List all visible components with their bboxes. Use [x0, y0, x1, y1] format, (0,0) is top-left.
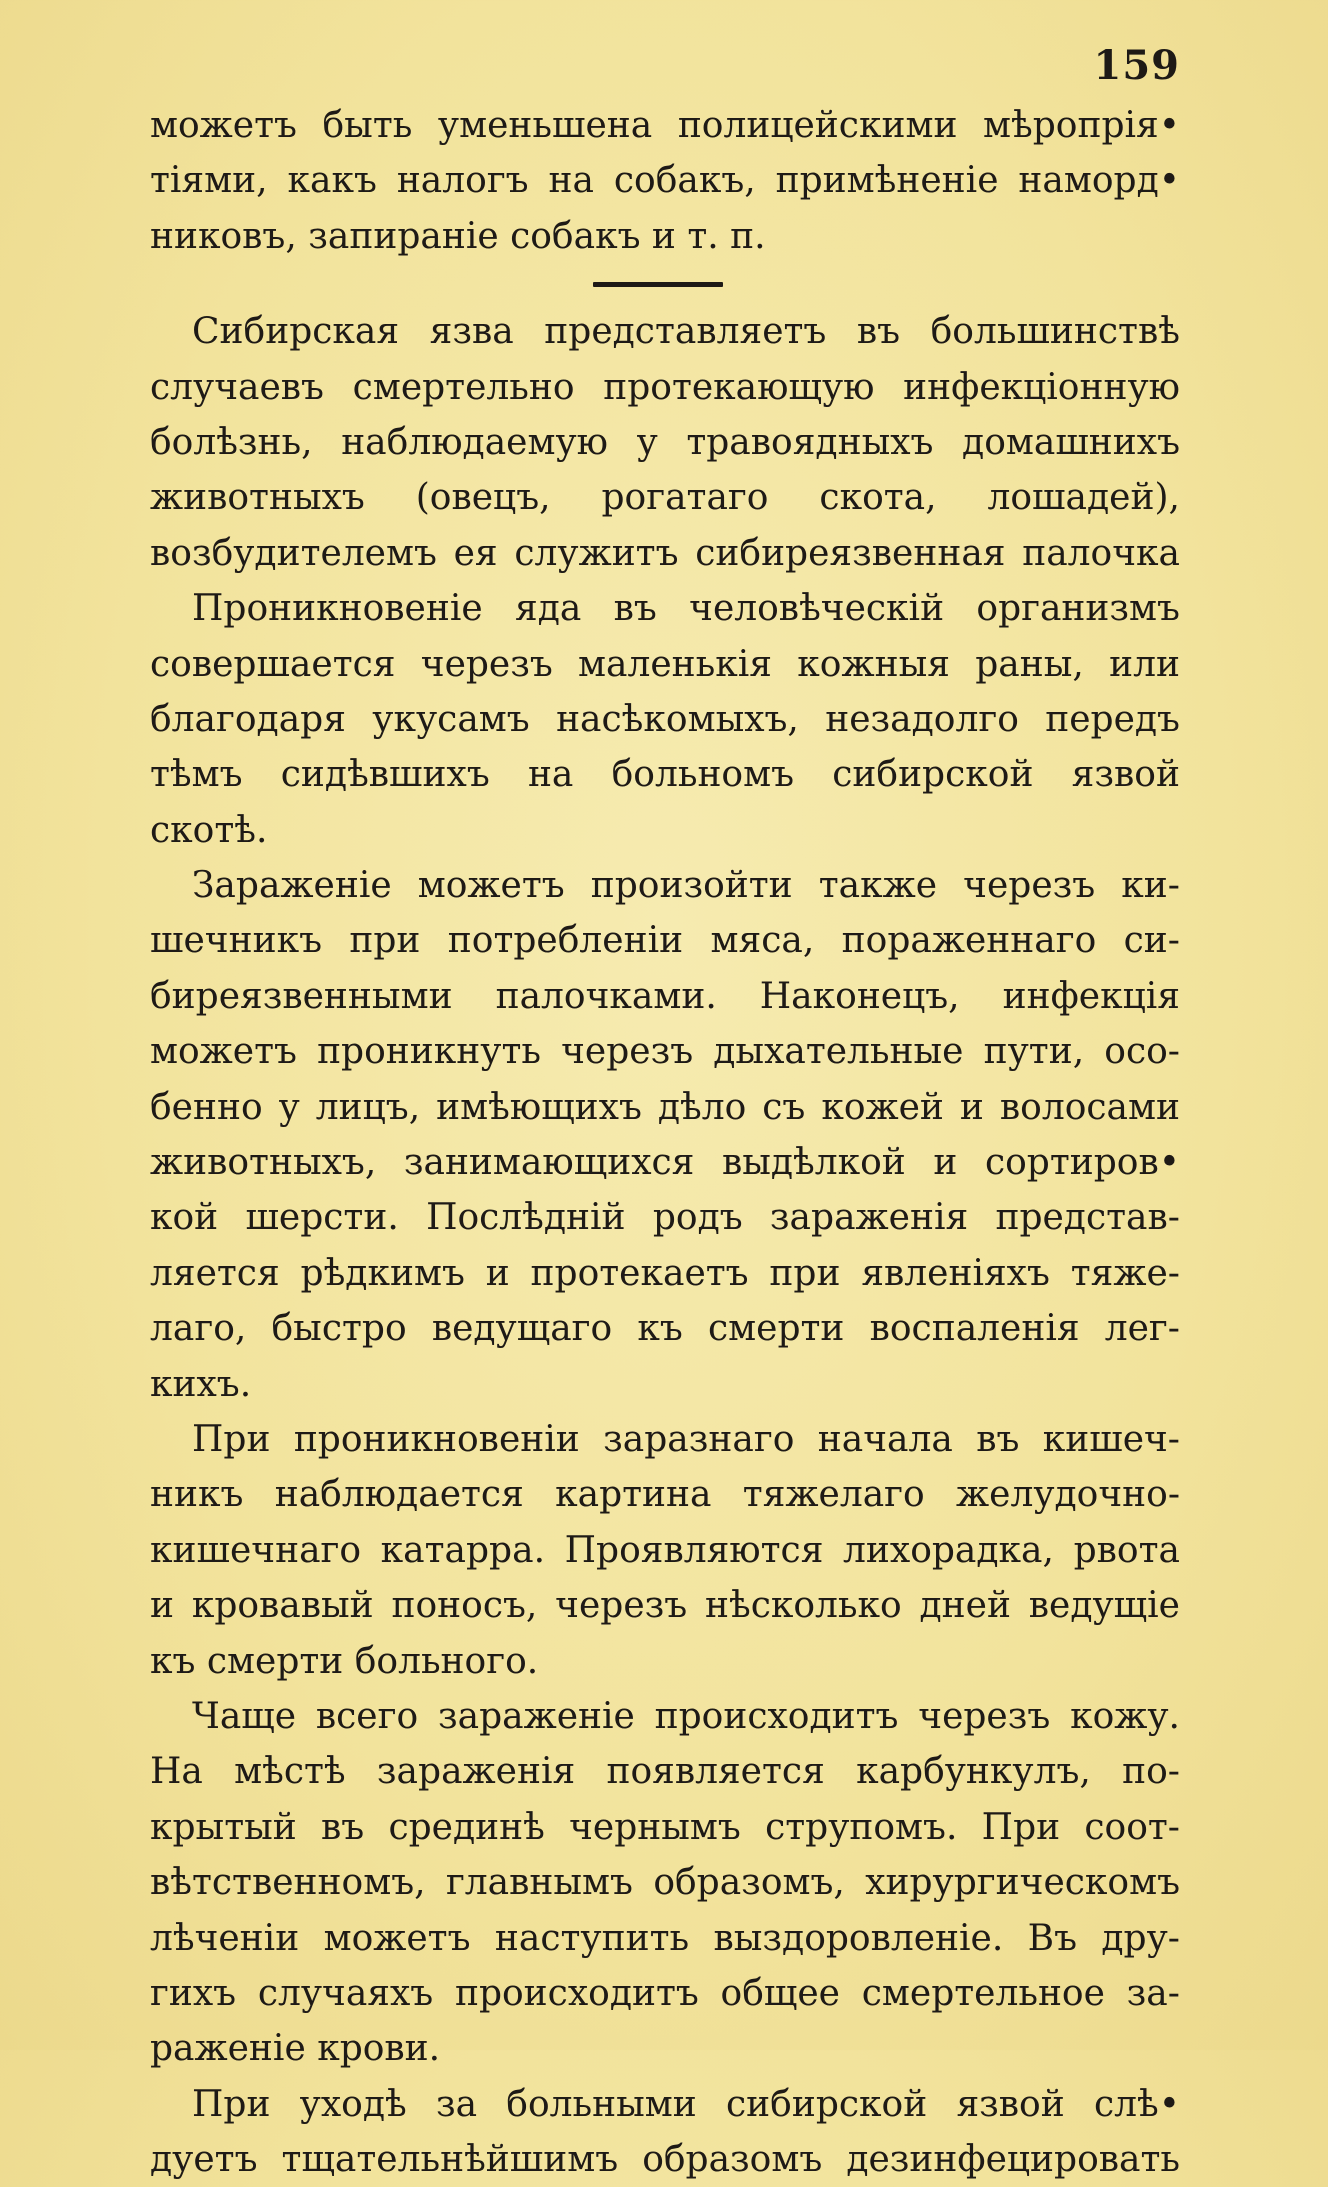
- text-line: Зараженіе можетъ произойти также черезъ ки-: [192, 865, 1180, 907]
- text-line: тѣмъ сидѣвшихъ на больномъ сибирской язвой: [150, 754, 1180, 796]
- paragraph: [150, 2077, 1180, 2187]
- paragraph: [150, 858, 1180, 1412]
- text-line: ляется рѣдкимъ и протекаетъ при явленіяхъ тяже-: [150, 1252, 1180, 1294]
- page-number: 159: [1093, 42, 1180, 89]
- text-line: болѣзнь, наблюдаемую у травоядныхъ домашнихъ: [150, 421, 1180, 463]
- text-line: можетъ проникнуть черезъ дыхательные пути, осо-: [150, 1031, 1180, 1073]
- text-line: кой шерсти. Послѣдній родъ зараженія представ-: [150, 1197, 1180, 1239]
- paragraph: [150, 304, 1180, 581]
- text-line: Чаще всего зараженіе происходитъ черезъ кожу.: [192, 1695, 1180, 1737]
- text-line: биреязвенными палочками. Наконецъ, инфекція: [150, 975, 1180, 1017]
- text-line: Проникновеніе яда въ человѣческій организмъ: [192, 588, 1180, 630]
- text-line: лаго, быстро ведущаго къ смерти воспаленія лег-: [150, 1308, 1180, 1350]
- text-line: къ смерти больного.: [150, 1640, 539, 1682]
- text-line: При уходѣ за больными сибирской язвой слѣ•: [192, 2083, 1180, 2125]
- text-line: благодаря укусамъ насѣкомыхъ, незадолго передъ: [150, 698, 1180, 740]
- page-text: [150, 98, 1180, 2187]
- text-line: тіями, какъ налогъ на собакъ, примѣненіе наморд•: [150, 160, 1180, 202]
- text-line: раженіе крови.: [150, 2028, 441, 2070]
- paragraph: [150, 581, 1180, 858]
- section-divider-rule: [593, 282, 723, 287]
- paragraph: [150, 1412, 1180, 1689]
- text-line: скотѣ.: [150, 809, 268, 851]
- text-line: можетъ быть уменьшена полицейскими мѣропрія•: [150, 105, 1180, 146]
- text-line: никовъ, запираніе собакъ и т. п.: [150, 215, 766, 257]
- text-line: возбудителемъ ея служитъ сибиреязвенная палочка: [150, 532, 1180, 574]
- text-line: дуетъ тщательнѣйшимъ образомъ дезинфецировать: [150, 2139, 1180, 2181]
- text-line: случаевъ смертельно протекающую инфекціонную: [150, 366, 1180, 408]
- text-line: животныхъ, занимающихся выдѣлкой и сортиров•: [150, 1142, 1180, 1184]
- text-line: кишечнаго катарра. Проявляются лихорадка, рвота: [150, 1529, 1180, 1571]
- text-line: лѣченіи можетъ наступить выздоровленіе. Въ дру-: [150, 1917, 1180, 1959]
- text-line: вѣтственномъ, главнымъ образомъ, хирургическомъ: [150, 1862, 1180, 1904]
- text-line: крытый въ срединѣ чернымъ струпомъ. При соот-: [150, 1806, 1180, 1848]
- text-line: никъ наблюдается картина тяжелаго желудочно-: [150, 1474, 1180, 1516]
- text-line: животныхъ (овецъ, рогатаго скота, лошадей),: [150, 477, 1180, 519]
- text-line: На мѣстѣ зараженія появляется карбункулъ, по-: [150, 1751, 1180, 1793]
- text-line: гихъ случаяхъ происходитъ общее смертельное за-: [150, 1972, 1180, 2014]
- text-line: шечникъ при потребленіи мяса, пораженнаго си-: [150, 920, 1180, 962]
- text-line: бенно у лицъ, имѣющихъ дѣло съ кожей и волосами: [150, 1086, 1180, 1128]
- text-line: Сибирская язва представляетъ въ большинствѣ: [192, 311, 1180, 353]
- text-line: совершается черезъ маленькія кожныя раны, или: [150, 643, 1180, 685]
- text-line: кихъ.: [150, 1363, 252, 1405]
- paragraph: [150, 1689, 1180, 2077]
- continuation-paragraph: [150, 98, 1180, 264]
- text-line: При проникновеніи заразнаго начала въ кишеч-: [192, 1418, 1180, 1460]
- text-line: и кровавый поносъ, черезъ нѣсколько дней ведущіе: [150, 1585, 1180, 1627]
- section-divider-gap: [150, 264, 1180, 304]
